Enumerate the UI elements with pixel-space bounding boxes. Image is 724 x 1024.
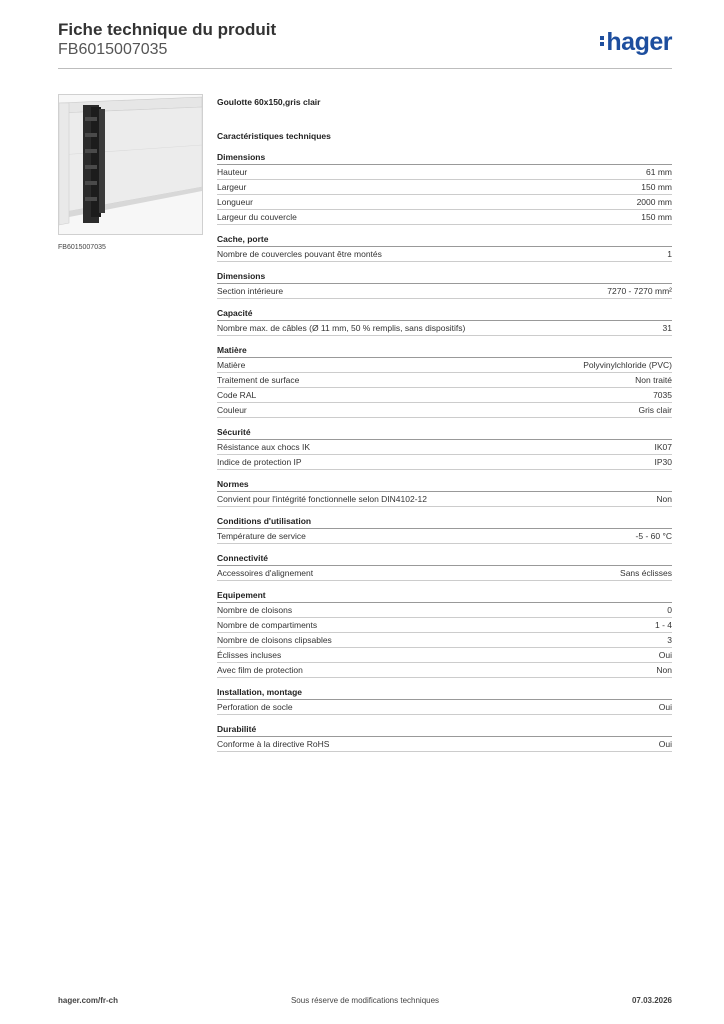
spec-row (217, 320, 672, 336)
spec-label: Conforme à la directive RoHS (217, 739, 330, 749)
spec-value: -5 - 60 °C (635, 531, 672, 541)
spec-row (217, 663, 672, 678)
spec-row (217, 373, 672, 388)
spec-value: Non (656, 665, 672, 675)
header-divider (58, 68, 672, 69)
spec-value: 7270 - 7270 mm² (607, 286, 672, 296)
spec-value: IP30 (654, 457, 672, 467)
spec-group (217, 269, 672, 299)
spec-value: 2000 mm (636, 197, 672, 207)
spec-group-title: Equipement (217, 590, 266, 600)
spec-label: Nombre de compartiments (217, 620, 318, 630)
spec-group (217, 514, 672, 544)
cable-trunking-image (59, 95, 202, 234)
spec-label: Avec film de protection (217, 665, 303, 675)
spec-group (217, 722, 672, 752)
datasheet-content (217, 96, 672, 759)
spec-group (217, 306, 672, 336)
spec-value: 1 - 4 (654, 620, 672, 630)
spec-label: Longueur (217, 197, 253, 207)
spec-row (217, 388, 672, 403)
footer-notice: Sous réserve de modifications techniques (290, 996, 440, 1005)
spec-row (217, 633, 672, 648)
spec-value: 7035 (653, 390, 672, 400)
spec-group-title: Normes (217, 479, 249, 489)
spec-value: Polyvinylchloride (PVC) (583, 360, 672, 370)
spec-label: Nombre de couvercles pouvant être montés (217, 249, 382, 259)
spec-row (217, 648, 672, 663)
spec-label: Température de service (217, 531, 306, 541)
spec-row (217, 246, 672, 262)
product-reference: FB6015007035 (58, 41, 168, 58)
spec-group-title: Durabilité (217, 724, 257, 734)
spec-row (217, 403, 672, 418)
spec-label: Matière (217, 360, 246, 370)
spec-group-title: Matière (217, 345, 247, 355)
spec-group-title: Connectivité (217, 553, 269, 563)
spec-row (217, 491, 672, 507)
product-name: Goulotte 60x150,gris clair (217, 97, 321, 107)
logo-dots-icon (600, 34, 604, 48)
logo-text: hager (606, 28, 672, 56)
spec-row (217, 283, 672, 299)
spec-label: Convient pour l'intégrité fonctionnelle selon DIN4102-12 (217, 494, 428, 504)
spec-value: Sans éclisses (620, 568, 672, 578)
specs-title: Caractéristiques techniques (217, 131, 331, 141)
spec-label: Section intérieure (217, 286, 284, 296)
spec-label: Perforation de socle (217, 702, 293, 712)
product-image (58, 94, 203, 235)
spec-group-title: Dimensions (217, 271, 266, 281)
spec-value: Non traité (635, 375, 672, 385)
spec-value: Oui (658, 650, 672, 660)
spec-row (217, 736, 672, 752)
spec-label: Indice de protection IP (217, 457, 302, 467)
page-title: Fiche technique du produit (58, 20, 277, 39)
spec-label: Code RAL (217, 390, 257, 400)
spec-row (217, 180, 672, 195)
spec-row (217, 602, 672, 618)
spec-groups (217, 150, 672, 752)
spec-group-title: Installation, montage (217, 687, 303, 697)
spec-row (217, 528, 672, 544)
spec-group (217, 477, 672, 507)
spec-group-title: Capacité (217, 308, 253, 318)
spec-label: Hauteur (217, 167, 248, 177)
spec-label: Accessoires d'alignement (217, 568, 314, 578)
spec-value: 1 (667, 249, 672, 259)
spec-group (217, 425, 672, 470)
spec-value: Oui (658, 702, 672, 712)
spec-value: Gris clair (638, 405, 672, 415)
spec-group (217, 232, 672, 262)
spec-group (217, 685, 672, 715)
footer-date: 07.03.2026 (631, 996, 672, 1005)
spec-group (217, 343, 672, 418)
spec-row (217, 699, 672, 715)
spec-value: 150 mm (641, 182, 672, 192)
spec-row (217, 357, 672, 373)
spec-row (217, 618, 672, 633)
hager-logo[interactable] (600, 28, 672, 57)
spec-group-title: Dimensions (217, 152, 266, 162)
spec-label: Largeur du couvercle (217, 212, 297, 222)
footer-website[interactable]: hager.com/fr-ch (58, 996, 119, 1005)
spec-row (217, 439, 672, 455)
spec-group-title: Sécurité (217, 427, 251, 437)
page-footer (58, 996, 672, 1010)
spec-group (217, 551, 672, 581)
spec-value: IK07 (654, 442, 672, 452)
spec-row (217, 164, 672, 180)
spec-row (217, 565, 672, 581)
spec-value: 61 mm (646, 167, 672, 177)
spec-value: Non (656, 494, 672, 504)
spec-label: Nombre max. de câbles (Ø 11 mm, 50 % remplis, sans dispositifs) (217, 323, 466, 333)
spec-value: 3 (667, 635, 672, 645)
spec-group (217, 588, 672, 678)
spec-row (217, 195, 672, 210)
spec-label: Largeur (217, 182, 247, 192)
spec-value: 150 mm (641, 212, 672, 222)
spec-label: Nombre de cloisons clipsables (217, 635, 332, 645)
page-header (58, 20, 672, 68)
spec-label: Couleur (217, 405, 247, 415)
spec-label: Nombre de cloisons (217, 605, 293, 615)
spec-value: 31 (662, 323, 672, 333)
spec-value: Oui (658, 739, 672, 749)
spec-row (217, 210, 672, 225)
spec-label: Éclisses incluses (217, 650, 282, 660)
spec-group (217, 150, 672, 225)
spec-group-title: Cache, porte (217, 234, 269, 244)
spec-value: 0 (667, 605, 672, 615)
spec-label: Traitement de surface (217, 375, 300, 385)
spec-row (217, 455, 672, 470)
image-caption: FB6015007035 (58, 244, 106, 251)
spec-label: Résistance aux chocs IK (217, 442, 311, 452)
spec-group-title: Conditions d'utilisation (217, 516, 312, 526)
